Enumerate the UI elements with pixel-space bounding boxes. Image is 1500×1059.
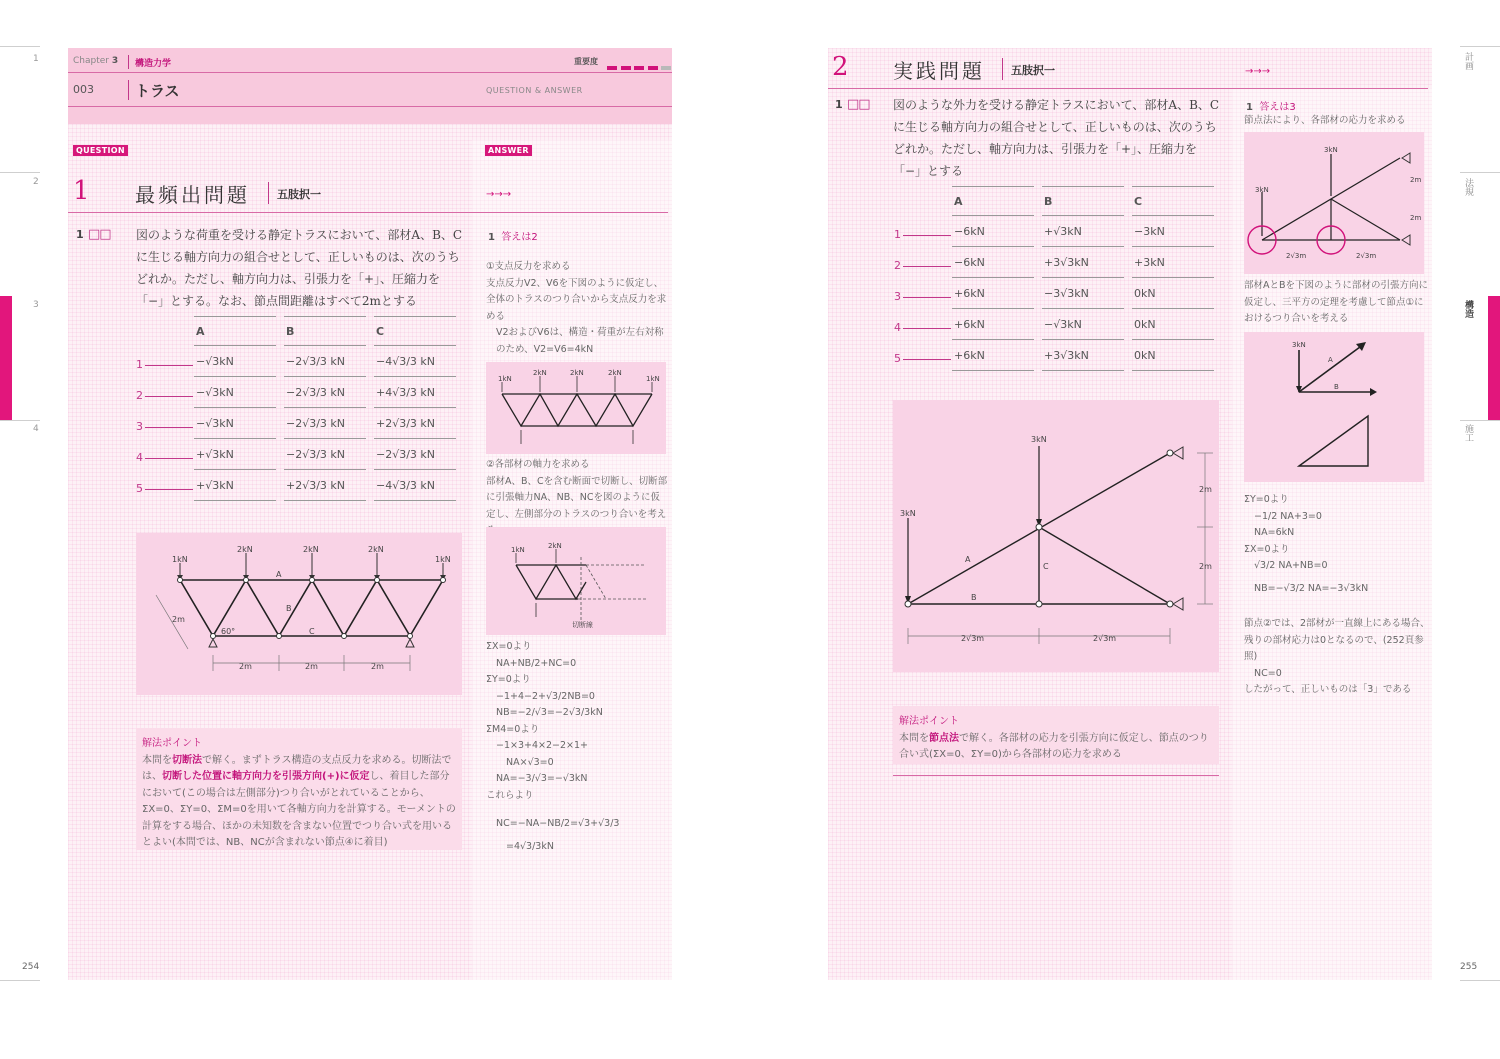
angle-label: 60° (221, 627, 236, 636)
solution-point-box (893, 706, 1219, 764)
cell-b: +2√3/3 kN (284, 470, 366, 501)
cell-b: −2√3/3 kN (284, 346, 366, 377)
load-label: 3kN (1031, 435, 1047, 444)
member-label-a: A (965, 555, 971, 564)
member-label-b: B (286, 604, 292, 613)
chapter-number: 3 (111, 56, 119, 66)
check-boxes[interactable]: □□ (88, 227, 111, 242)
edge-line (1460, 46, 1500, 47)
member-label-a: A (1328, 356, 1333, 364)
answer-equations (486, 639, 668, 855)
cell-c: −4√3/3 kN (374, 470, 456, 501)
answer-tag: ANSWER (485, 145, 532, 156)
section-number: 1 (73, 176, 90, 206)
choice-number[interactable] (136, 389, 193, 402)
equation-line: NC=0 (1254, 667, 1282, 679)
load-label: 2kN (608, 369, 622, 377)
choice-label: 2 (136, 389, 143, 402)
point-text-part: で解く。まずトラス構造の支点反力を求める。切断法では、 (142, 754, 452, 782)
equation-line: −1/2 NA+3=0 (1254, 510, 1322, 522)
point-text-part: 本問を (899, 732, 929, 744)
point-title: 解法ポイント (142, 738, 202, 749)
point-text-part: で解く。各部材の応力を引張方向に仮定し、節点のつり合い式(ΣX=0、ΣY=0)から各部材の応力を求める (899, 732, 1209, 760)
equation-line: NA=6kN (1254, 527, 1295, 538)
load-label: 2kN (237, 545, 253, 554)
chapter-label-text: Chapter (73, 56, 109, 66)
step-text: 部材A、B、Cを含む断面で切断し、切断部に引張軸力NA、NB、NCを図のように仮定し、左側部分のトラスのつり合いを考え (486, 475, 668, 520)
section-type: 五肢択一 (277, 188, 321, 201)
length-label: 2m (239, 662, 252, 671)
answer-final: したがって、正しいものは「3」である (1244, 684, 1412, 695)
length-label: 2√3m (1093, 634, 1117, 643)
edge-line (0, 420, 40, 421)
qa-label: QUESTION & ANSWER (486, 86, 583, 95)
cell-a: +√3kN (194, 470, 276, 501)
column-header-c: C (1132, 186, 1214, 216)
choice-label: 4 (894, 321, 901, 334)
section-rule (828, 88, 1428, 89)
question-number: 1 (76, 228, 84, 241)
page-number: 254 (22, 962, 40, 972)
cell-b: −√3kN (1042, 309, 1124, 340)
length-label: 2m (1199, 562, 1212, 571)
section-title: 実践問題 (893, 59, 985, 83)
edge-line (0, 980, 40, 981)
cell-c: +4√3/3 kN (374, 377, 456, 408)
subject-label: 構造力学 (135, 59, 172, 69)
cell-b: −2√3/3 kN (284, 377, 366, 408)
header-rule (68, 72, 672, 73)
length-label: 2m (1199, 485, 1212, 494)
cell-b: +3√3kN (1042, 247, 1124, 278)
question-number: 1 (835, 98, 843, 111)
load-label: 1kN (435, 555, 451, 564)
equation-line: NA×√3=0 (506, 756, 554, 768)
equation-line: ΣY=0より (486, 674, 531, 685)
step-title: ①支点反力を求める (486, 261, 571, 272)
answer-conclusion (1244, 616, 1430, 699)
column-header-b: B (1042, 186, 1124, 216)
choice-number[interactable] (894, 321, 951, 334)
answer-head: 1 答えは2 (488, 232, 538, 243)
answer-text: 部材AとBを下図のように部材の引張方向に仮定し、三平方の定理を考慮して節点①におけるつり合いを考える (1244, 280, 1429, 324)
choice-number[interactable] (894, 228, 951, 241)
load-label: 2kN (570, 369, 584, 377)
edge-line (1460, 172, 1500, 173)
equation-line: −1×3+4×2−2×1+ (496, 740, 588, 751)
length-label: 2√3m (961, 634, 985, 643)
column-header-c: C (374, 316, 456, 346)
question-tag: QUESTION (73, 145, 128, 156)
cell-c: −2√3/3 kN (374, 439, 456, 470)
load-label: 2kN (533, 369, 547, 377)
table-row (194, 346, 456, 377)
page-number: 255 (1460, 962, 1478, 972)
side-tab-kozo[interactable]: 構造 (1463, 300, 1473, 318)
answer-head: 1 答えは3 (1246, 102, 1296, 113)
step-note: V2およびV6は、構造・荷重が左右対称のため、V2=V6=4kN (496, 327, 664, 355)
load-label: 1kN (646, 375, 660, 383)
truss-diagram (136, 533, 462, 695)
cell-b: −3√3kN (1042, 278, 1124, 309)
load-arrows (180, 553, 443, 577)
edge-number: 2 (33, 177, 39, 187)
edge-line (1460, 420, 1500, 421)
chapter-label (73, 56, 118, 66)
cell-a: +6kN (952, 278, 1034, 309)
side-tab-hoki[interactable]: 法規 (1463, 178, 1473, 196)
cell-a: −√3kN (194, 346, 276, 377)
cell-a: −√3kN (194, 408, 276, 439)
length-label: 2m (172, 615, 185, 624)
point-keyword: 切断した位置に軸方向力を引張方向(+)に仮定 (162, 771, 370, 782)
equation-line: √3/2 NA+NB=0 (1254, 560, 1328, 571)
member-label-b: B (1334, 383, 1339, 391)
force-diagram (1244, 332, 1424, 482)
check-boxes[interactable]: □□ (847, 97, 870, 112)
options-table (186, 316, 464, 501)
point-text (142, 753, 456, 852)
column-header-b: B (284, 316, 366, 346)
equation-line: これらより (486, 789, 534, 801)
table-row (194, 439, 456, 470)
reaction-diagram (486, 362, 666, 454)
point-text-part: し、着目した部分において(この場合は左側部分)つり合いがとれていることから、ΣX=0、ΣY=0、ΣM=0を用いて各軸方向力を計算する。モーメントの計算をする場合、ほかの未知数を含まない位置でつり合い式を用いるとよい(本問では、NB、NCが含まれない節点④に着目) (142, 771, 456, 848)
topic-number: 003 (73, 83, 94, 96)
cell-b: −2√3/3 kN (284, 408, 366, 439)
equation-line: NA+NB/2+NC=0 (496, 657, 577, 669)
answer-text: 節点②では、2部材が一直線上にある場合、残りの部材応力は0となるので、(252頁参照) (1244, 618, 1430, 662)
column-header-a: A (952, 186, 1034, 216)
rule (893, 775, 1219, 776)
choice-label: 5 (894, 352, 901, 365)
cell-c: −3kN (1132, 216, 1214, 247)
question-text: 図のような荷重を受ける静定トラスにおいて、部材A、B、Cに生じる軸方向力の組合せとして、正しいものは、次のうちどれか。ただし、軸方向力は、引張力を「+」、圧縮力を「−」とする。なお、節点間距離はすべて2mとする (136, 228, 463, 308)
equation-line: NC=−NA−NB/2=√3+√3/3 (496, 818, 620, 829)
member-label-c: C (309, 627, 315, 636)
equation-line: −1+4−2+√3/2NB=0 (496, 690, 595, 702)
divider (128, 55, 129, 69)
length-label: 2√3m (1356, 252, 1377, 260)
length-label: 2m (371, 662, 384, 671)
truss-diagram (893, 400, 1219, 672)
equation-line: ΣX=0より (486, 641, 532, 652)
cell-c: +2√3/3 kN (374, 408, 456, 439)
choice-label: 3 (894, 290, 901, 303)
load-label: 3kN (1324, 146, 1338, 154)
options-table (944, 186, 1222, 371)
arrows: →→→ (486, 189, 512, 200)
answer-equations (1244, 492, 1430, 597)
answer-step1 (486, 259, 668, 358)
length-label: 2m (1410, 176, 1422, 184)
point-title: 解法ポイント (899, 716, 959, 727)
choice-number[interactable] (894, 290, 951, 303)
cell-c: +3kN (1132, 247, 1214, 278)
edge-number: 3 (33, 300, 39, 310)
table-row (194, 377, 456, 408)
edge-line (0, 46, 40, 47)
step-text: 支点反力V2、V6を下図のように仮定し、全体のトラスのつり合いから支点反力を求める (486, 277, 667, 322)
table-row (952, 216, 1214, 247)
equation-line: NB=−√3/2 NA=−3√3kN (1254, 582, 1369, 594)
answer-text: 節点法により、各部材の応力を求める (1244, 115, 1406, 126)
load-label: 3kN (1255, 186, 1269, 194)
cut-diagram (486, 527, 666, 635)
section-rule (68, 212, 668, 213)
cell-b: −2√3/3 kN (284, 439, 366, 470)
load-label: 2kN (368, 545, 384, 554)
member-label-b: B (971, 593, 977, 602)
section-type: 五肢択一 (1011, 64, 1055, 77)
equation-line: =4√3/3kN (506, 840, 554, 852)
point-keyword: 節点法 (929, 732, 959, 744)
table-row (952, 278, 1214, 309)
node-diagram (1244, 132, 1424, 274)
choice-label: 3 (136, 420, 143, 433)
length-label: 2m (1410, 214, 1422, 222)
point-text-part: 本問を (142, 754, 172, 766)
solution-point-box (136, 728, 462, 850)
importance-label: 重要度 (574, 57, 598, 66)
column-header-a: A (194, 316, 276, 346)
question-text: 図のような外力を受ける静定トラスにおいて、部材A、B、Cに生じる軸方向力の組合せとして、正しいものは、次のうちどれか。ただし、軸方向力は、引張力を「+」、圧縮力を「−」とする (893, 98, 1220, 178)
point-text (899, 731, 1213, 764)
cell-c: 0kN (1132, 309, 1214, 340)
choice-number[interactable] (136, 420, 193, 433)
arrows: →→→ (1245, 66, 1271, 77)
cell-a: +6kN (952, 309, 1034, 340)
cell-a: −6kN (952, 216, 1034, 247)
cell-b: +3√3kN (1042, 340, 1124, 371)
equation-line: NB=−2/√3=−2√3/3kN (496, 707, 603, 718)
cell-a: −6kN (952, 247, 1034, 278)
topic-title: トラス (135, 82, 180, 100)
chapter-tab-marker (1488, 296, 1500, 420)
equation-line: ΣM4=0より (486, 723, 540, 735)
equation-line: NA=−3/√3=−√3kN (496, 773, 588, 784)
choice-number[interactable] (894, 259, 951, 272)
length-label: 2√3m (1286, 252, 1307, 260)
answer-head-text: 答えは3 (1259, 102, 1296, 113)
edge-number: 4 (33, 424, 39, 434)
table-row (194, 408, 456, 439)
answer-head-text: 答えは2 (501, 232, 538, 243)
cell-b: +√3kN (1042, 216, 1124, 247)
choice-label: 1 (894, 228, 901, 241)
load-label: 1kN (498, 375, 512, 383)
cell-a: +√3kN (194, 439, 276, 470)
cell-c: 0kN (1132, 340, 1214, 371)
choice-number[interactable] (136, 482, 193, 495)
table-row (952, 247, 1214, 278)
edge-line (0, 172, 40, 173)
header-rule (68, 106, 672, 107)
choice-label: 4 (136, 451, 143, 464)
cut-line-label: 切断線 (572, 621, 593, 629)
choice-label: 1 (136, 358, 143, 371)
divider (1002, 58, 1003, 80)
cell-c: −4√3/3 kN (374, 346, 456, 377)
equation-line: ΣX=0より (1244, 543, 1290, 555)
table-row (194, 470, 456, 501)
load-label: 1kN (172, 555, 188, 564)
cell-c: 0kN (1132, 278, 1214, 309)
load-label: 2kN (548, 542, 562, 550)
cell-a: +6kN (952, 340, 1034, 371)
load-label: 3kN (900, 509, 916, 518)
choice-number[interactable] (136, 358, 193, 371)
edge-number: 1 (33, 54, 39, 64)
section-number: 2 (832, 52, 849, 82)
step-title: ②各部材の軸力を求める (486, 459, 590, 470)
table-row (952, 309, 1214, 340)
member-label-c: C (1043, 562, 1049, 571)
choice-label: 2 (894, 259, 901, 272)
load-label: 3kN (1292, 341, 1306, 349)
cell-a: −√3kN (194, 377, 276, 408)
table-row (952, 340, 1214, 371)
side-tab-keikaku[interactable]: 計画 (1463, 52, 1473, 70)
load-label: 1kN (511, 546, 525, 554)
length-label: 2m (305, 662, 318, 671)
equation-line: ΣY=0より (1244, 494, 1289, 505)
side-tab-seko[interactable]: 施工 (1463, 424, 1473, 442)
chapter-tab-marker (0, 296, 12, 420)
edge-line (1460, 980, 1500, 981)
choice-number[interactable] (894, 352, 951, 365)
divider (128, 80, 129, 100)
member-label-a: A (276, 570, 282, 579)
divider (268, 182, 269, 204)
choice-label: 5 (136, 482, 143, 495)
point-keyword: 切断法 (172, 754, 202, 766)
choice-number[interactable] (136, 451, 193, 464)
section-title: 最頻出問題 (135, 183, 250, 207)
load-label: 2kN (303, 545, 319, 554)
